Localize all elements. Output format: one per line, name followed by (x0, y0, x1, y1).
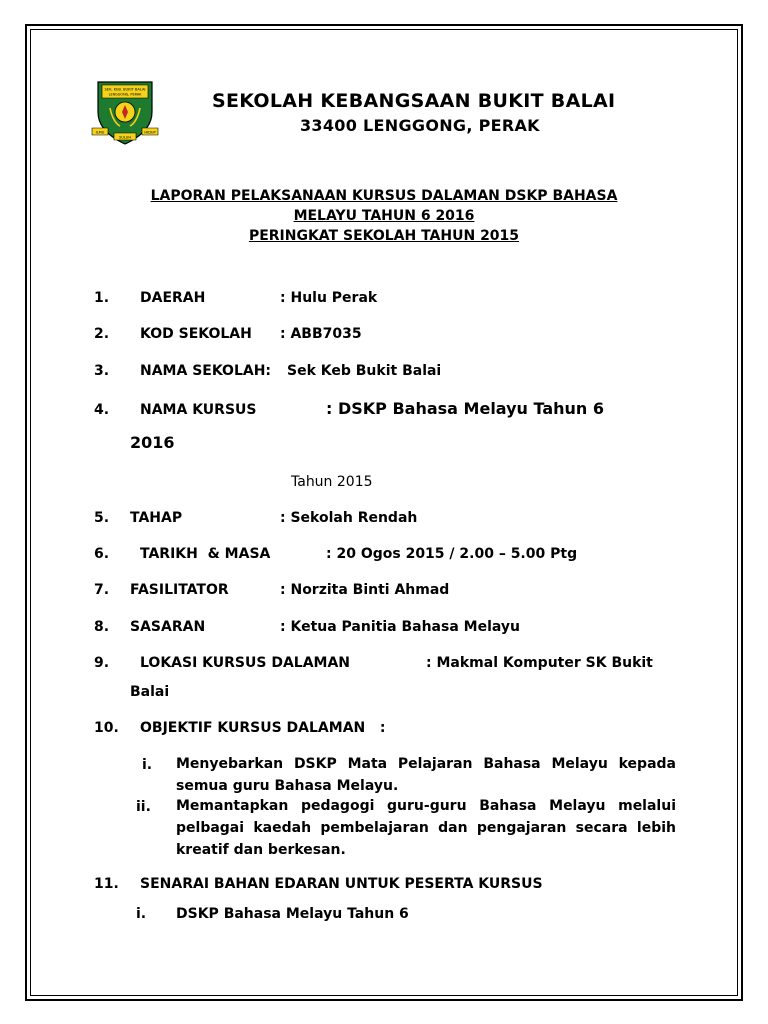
item-value-tahap: : Sekolah Rendah (280, 510, 418, 526)
item-label-kod-sekolah: KOD SEKOLAH (140, 326, 252, 342)
item-value-nama-kursus: : DSKP Bahasa Melayu Tahun 6 (326, 399, 605, 418)
item-label-tahap: TAHAP (130, 510, 183, 526)
school-address: 33400 LENGGONG, PERAK (300, 116, 540, 135)
objective-number: i. (142, 757, 153, 773)
objective-number: ii. (136, 799, 151, 815)
item-number: 9. (94, 655, 110, 671)
item-value-daerah: : Hulu Perak (280, 290, 378, 306)
svg-text:HIDUP: HIDUP (144, 130, 156, 135)
item-label-nama-kursus: NAMA KURSUS (140, 402, 257, 418)
report-title-line-2: MELAYU TAHUN 6 2016 (293, 208, 475, 224)
item-label-daerah: DAERAH (140, 290, 206, 306)
item-number: 10. (94, 720, 119, 736)
material-text: DSKP Bahasa Melayu Tahun 6 (176, 906, 409, 922)
item-number: 6. (94, 546, 110, 562)
item-value-nama-sekolah: Sek Keb Bukit Balai (287, 363, 442, 379)
item-value-lokasi: : Makmal Komputer SK Bukit (426, 655, 653, 671)
item-label-objektif: OBJEKTIF KURSUS DALAMAN : (140, 720, 386, 736)
material-number: i. (136, 906, 147, 922)
objective-text: Menyebarkan DSKP Mata Pelajaran Bahasa Melayu kepada semua guru Bahasa Melayu. (176, 756, 676, 794)
svg-text:SEK. KEB. BUKIT BALAI: SEK. KEB. BUKIT BALAI (104, 87, 146, 92)
item-number: 5. (94, 510, 110, 526)
item-value-tarikh-masa: : 20 Ogos 2015 / 2.00 – 5.00 Ptg (326, 546, 578, 562)
item-label-lokasi: LOKASI KURSUS DALAMAN (140, 655, 351, 671)
objective-text: Memantapkan pedagogi guru-guru Bahasa Melayu melalui pelbagai kaedah pembelajaran dan pengajaran secara lebih kreatif dan berkesan. (176, 798, 676, 858)
item-label-senarai-bahan: SENARAI BAHAN EDARAN UNTUK PESERTA KURSUS (140, 876, 543, 892)
item-value-lokasi-cont: Balai (130, 684, 170, 700)
item-value-kod-sekolah: : ABB7035 (280, 326, 362, 342)
item-number: 2. (94, 326, 110, 342)
item-number: 4. (94, 402, 110, 418)
item-value-fasilitator: : Norzita Binti Ahmad (280, 582, 450, 598)
svg-text:ILMU: ILMU (95, 130, 105, 135)
item-label-fasilitator: FASILITATOR (130, 582, 229, 598)
report-title-line-1: LAPORAN PELAKSANAAN KURSUS DALAMAN DSKP BAHASA (150, 188, 618, 204)
item-number: 8. (94, 619, 110, 635)
item-value-nama-kursus-cont: 2016 (130, 433, 175, 452)
item-number: 3. (94, 363, 110, 379)
item-value-sasaran: : Ketua Panitia Bahasa Melayu (280, 619, 520, 635)
item-number: 11. (94, 876, 119, 892)
item-number: 1. (94, 290, 110, 306)
item-number: 7. (94, 582, 110, 598)
school-name: SEKOLAH KEBANGSAAN BUKIT BALAI (212, 90, 616, 112)
item-label-sasaran: SASARAN (130, 619, 206, 635)
svg-text:SULUH: SULUH (118, 135, 132, 140)
item-label-tarikh-masa: TARIKH & MASA (140, 546, 271, 562)
item-label-nama-sekolah: NAMA SEKOLAH: (140, 363, 272, 379)
svg-text:LENGGONG, PERAK: LENGGONG, PERAK (108, 92, 142, 97)
school-crest-logo (90, 78, 160, 146)
item-value-nama-kursus-year: Tahun 2015 (291, 474, 373, 490)
report-title-line-3: PERINGKAT SEKOLAH TAHUN 2015 (248, 228, 520, 244)
